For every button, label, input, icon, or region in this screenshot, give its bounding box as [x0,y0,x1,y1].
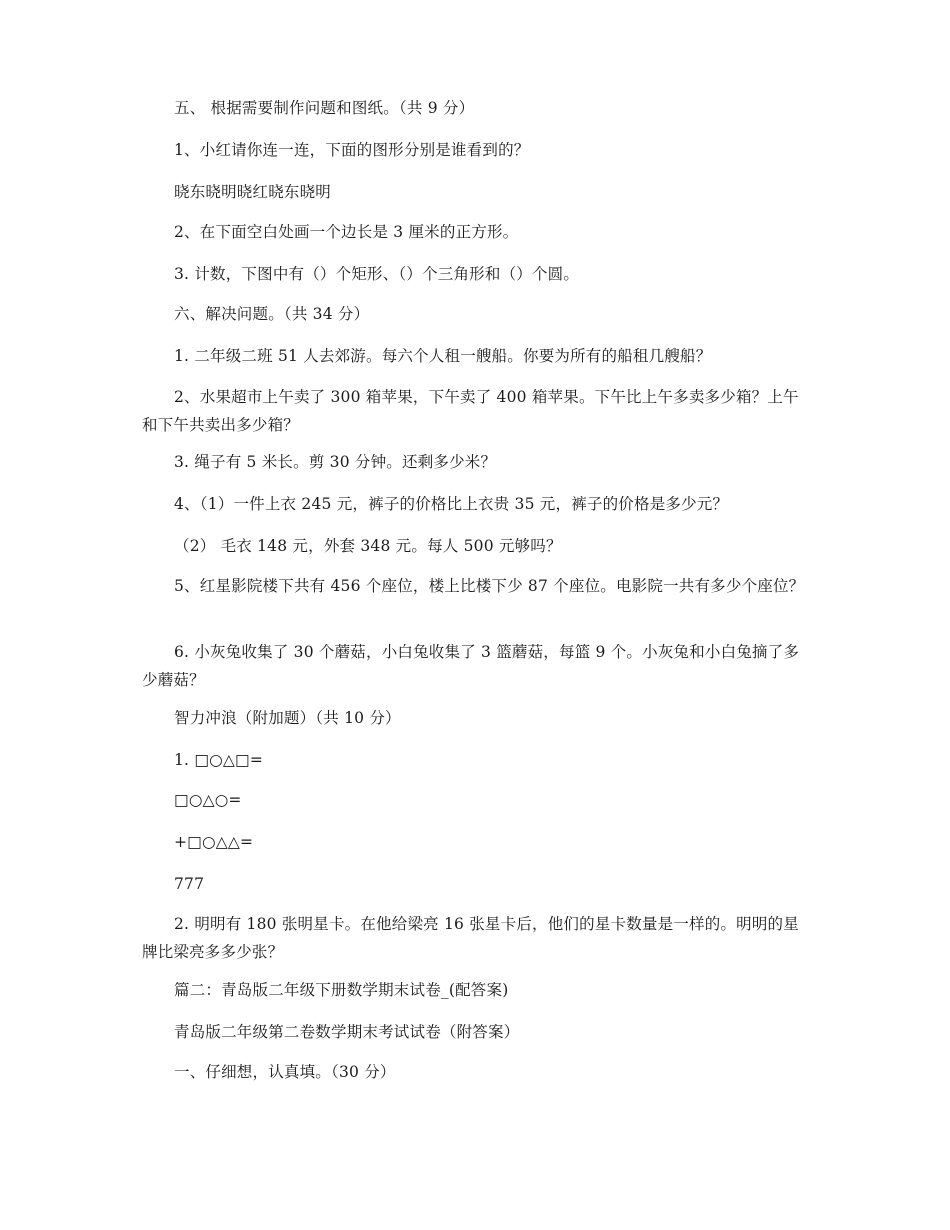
question-5-1-names: 晓东晓明晓红晓东晓明 [174,183,332,201]
question-6-3: 3. 绳子有 5 米长。剪 30 分钟。还剩多少米？ [174,453,497,471]
bonus-1-line-3: +□○△△= [174,833,254,851]
question-6-1: 1. 二年级二班 51 人去郊游。每六个人租一艘船。你要为所有的船租几艘船？ [174,347,712,365]
part-2-section-1-heading: 一、仔细想，认真填。（30 分） [174,1063,396,1081]
part-2-subtitle: 青岛版二年级第二卷数学期末考试试卷（附答案） [174,1023,520,1041]
question-6-4-part-1: 4、（1）一件上衣 245 元，裤子的价格比上衣贵 35 元，裤子的价格是多少元？ [174,495,729,513]
bonus-1-line-1: 1. □○△□= [174,751,264,769]
question-6-4-part-2: （2） 毛衣 148 元，外套 348 元。每人 500 元够吗？ [174,537,562,555]
question-6-5: 5、红星影院楼下共有 456 个座位，楼上比楼下少 87 个座位。电影院一共有多少个座位？ [174,577,805,595]
question-5-2: 2、在下面空白处画一个边长是 3 厘米的正方形。 [174,223,519,241]
question-5-1: 1、小红请你连一连，下面的图形分别是谁看到的？ [174,141,530,159]
question-5-3: 3. 计数，下图中有（）个矩形、（）个三角形和（）个圆。 [174,265,580,283]
part-2-title: 篇二：青岛版二年级下册数学期末试卷_(配答案) [174,981,509,999]
section-5-heading: 五、 根据需要制作问题和图纸。（共 9 分） [174,99,475,117]
bonus-2: 2. 明明有 180 张明星卡。在他给梁亮 16 张星卡后，他们的星卡数量是一样的。明明的星牌比梁亮多多少张？ [142,915,799,961]
section-6-heading: 六、解决问题。（共 34 分） [174,305,370,323]
question-6-6: 6. 小灰兔收集了 30 个蘑菇，小白兔收集了 3 篮蘑菇，每篮 9 个。小灰兔和小白兔摘了多少蘑菇？ [142,643,800,689]
bonus-1-line-4: 777 [174,875,205,893]
bonus-heading: 智力冲浪（附加题）（共 10 分） [174,709,401,727]
question-6-2: 2、水果超市上午卖了 300 箱苹果，下午卖了 400 箱苹果。下午比上午多卖多少箱？上午和下午共卖出多少箱？ [142,388,799,434]
bonus-1-line-2: □○△○= [174,791,242,809]
